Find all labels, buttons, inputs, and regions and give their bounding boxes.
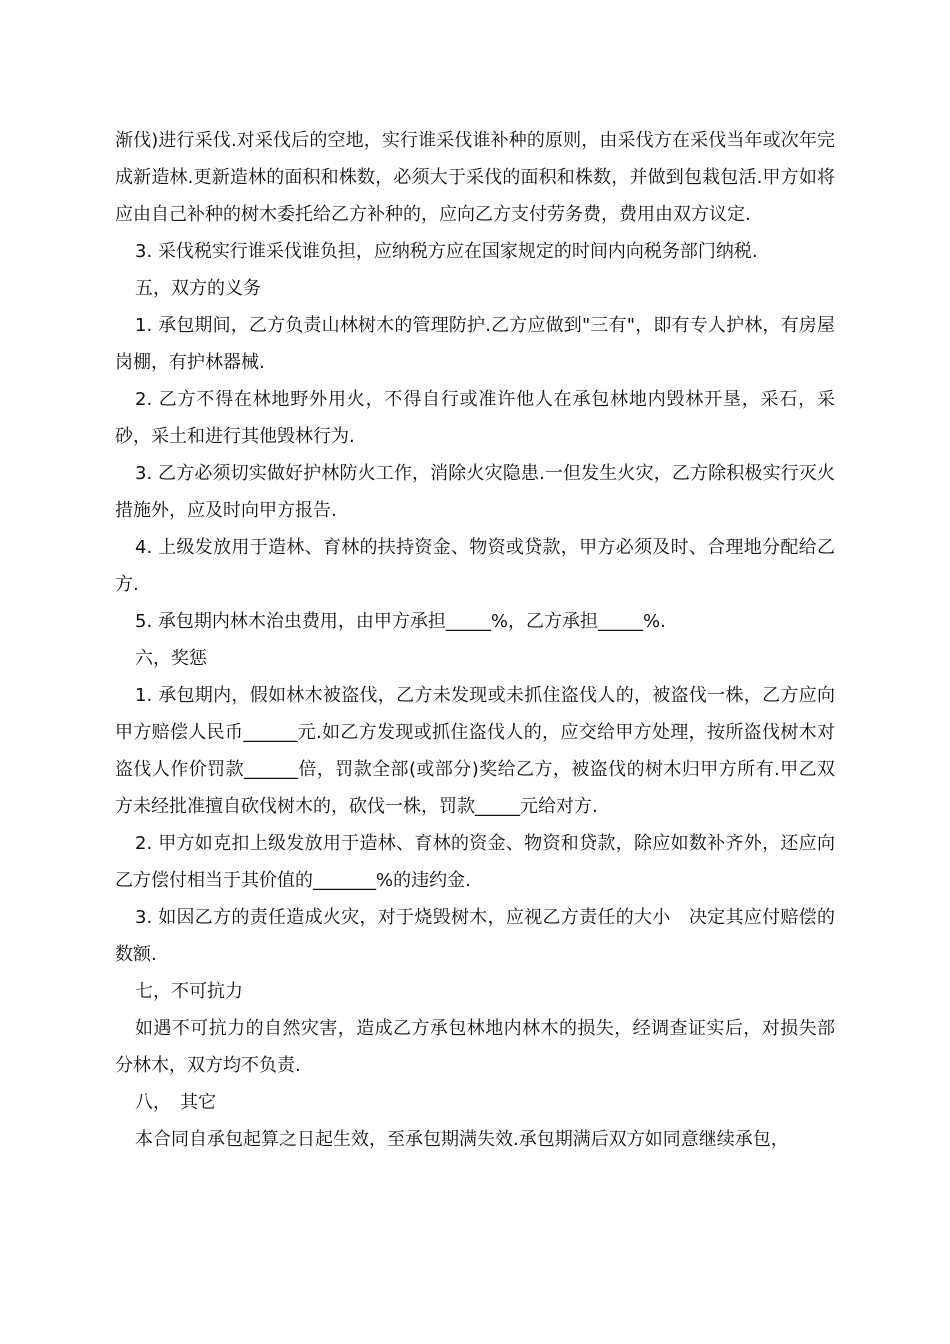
paragraph-tax-3: 3. 采伐税实行谁采伐谁负担，应纳税方应在国家规定的时间内向税务部门纳税. [135,241,758,262]
paragraph-8: 本合同自承包起算之日起生效，至承包期满失效.承包期满后双方如同意继续承包， [135,1129,789,1150]
paragraph-6-2: 2. 甲方如克扣上级发放用于造林、育林的资金、物资和贷款，除应如数补齐外，还应向乙方偿付相当于其价值的_______%的违约金. [115,833,835,891]
section-heading-7: 七，不可抗力 [135,981,243,1002]
section-heading-5: 五，双方的义务 [135,278,261,299]
paragraph-5-2: 2. 乙方不得在林地野外用火，不得自行或准许他人在承包林地内毁林开垦，采石，采砂，采土和进行其他毁林行为. [115,389,835,447]
section-heading-6: 六，奖惩 [135,648,207,669]
paragraph-5-4: 4. 上级发放用于造林、育林的扶持资金、物资或贷款，甲方必须及时、合理地分配给乙方. [115,537,835,595]
paragraph-continuation: 渐伐)进行采伐.对采伐后的空地，实行谁采伐谁补种的原则，由采伐方在采伐当年或次年完成新造林.更新造林的面积和株数，必须大于采伐的面积和株数，并做到包栽包活.甲方如将应由自己补种的树木委托给乙方补种的，应向乙方支付劳务费，费用由双方议定. [115,130,835,225]
paragraph-5-5: 5. 承包期内林木治虫费用，由甲方承担_____%，乙方承担_____%. [135,611,666,632]
paragraph-7: 如遇不可抗力的自然灾害，造成乙方承包林地内林木的损失，经调查证实后，对损失部分林木，双方均不负责. [115,1018,835,1076]
document-body [115,122,835,1158]
paragraph-6-3: 3. 如因乙方的责任造成火灾，对于烧毁树木，应视乙方责任的大小 决定其应付赔偿的数额. [115,907,835,965]
paragraph-5-3: 3. 乙方必须切实做好护林防火工作，消除火灾隐患.一但发生火灾，乙方除积极实行灭火措施外，应及时向甲方报告. [115,463,835,521]
section-heading-8: 八， 其它 [135,1092,216,1113]
paragraph-6-1: 1. 承包期内，假如林木被盗伐，乙方未发现或未抓住盗伐人的，被盗伐一株，乙方应向甲方赔偿人民币______元.如乙方发现或抓住盗伐人的，应交给甲方处理，按所盗伐树木对盗伐人作价罚款______倍，罚款全部(或部分)奖给乙方，被盗伐的树木归甲方所有.甲乙双方未经批准擅自砍伐树木的，砍伐一株，罚款_____元给对方. [115,685,835,817]
paragraph-5-1: 1. 承包期间，乙方负责山林树木的管理防护.乙方应做到"三有"，即有专人护林，有房屋岗棚，有护林器械. [115,315,835,373]
